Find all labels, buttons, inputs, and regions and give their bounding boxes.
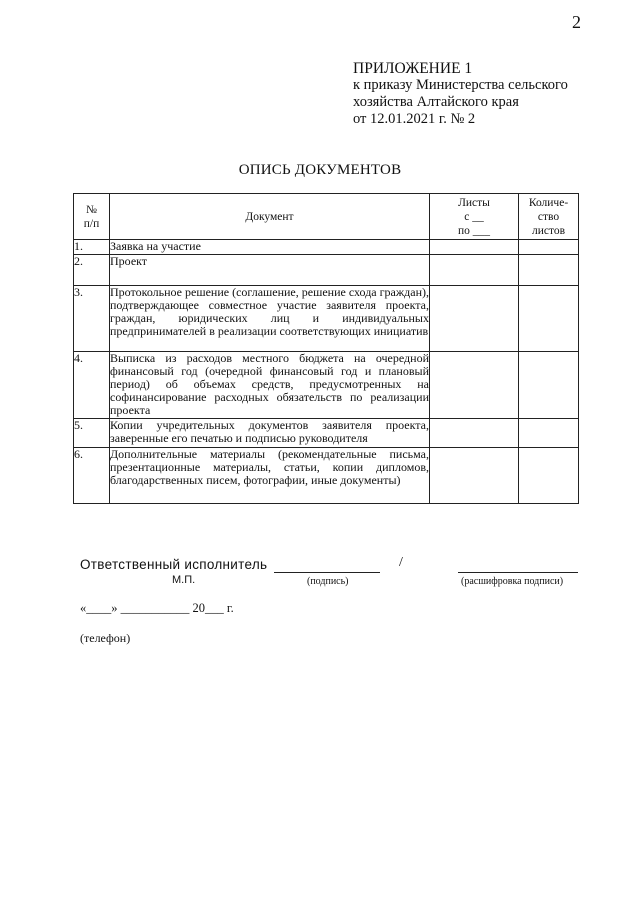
- row-number: 4.: [74, 352, 110, 419]
- decode-line: [458, 572, 578, 573]
- row-number: 6.: [74, 448, 110, 504]
- row-count: [519, 419, 579, 448]
- header-sheets: [430, 194, 519, 240]
- header-sheets-line: Листы: [458, 196, 490, 209]
- annex-line: к приказу Министерства сельского: [353, 77, 568, 93]
- header-sheets-line: по ___: [457, 224, 491, 237]
- row-count: [519, 448, 579, 504]
- page-number: 2: [572, 12, 581, 32]
- responsible-executor-label: Ответственный исполнитель: [80, 557, 268, 572]
- table-row: [74, 448, 579, 504]
- header-number-line: п/п: [83, 217, 100, 230]
- signature-slash: /: [399, 555, 403, 570]
- table-row: [74, 419, 579, 448]
- row-number: 1.: [74, 240, 110, 255]
- row-sheets: [430, 419, 519, 448]
- seal-place-label: М.П.: [172, 574, 196, 586]
- row-sheets: [430, 352, 519, 419]
- documents-table: [73, 193, 579, 504]
- annex-line: хозяйства Алтайского края: [353, 94, 519, 110]
- row-count: [519, 352, 579, 419]
- row-document: Протокольное решение (соглашение, решение схода граждан), подтверждающее совместное участие заявителя проекта, граждан, юридических лиц и индивидуальных предпринимателей в реализации соответствующих инициатив: [110, 286, 430, 352]
- row-count: [519, 240, 579, 255]
- row-number: 5.: [74, 419, 110, 448]
- annex-title: ПРИЛОЖЕНИЕ 1: [353, 60, 473, 77]
- row-document: Проект: [110, 255, 430, 286]
- header-count-line: Количе-: [528, 196, 569, 209]
- header-sheets-line: с __: [464, 210, 484, 223]
- decode-caption: (расшифровка подписи): [461, 576, 564, 587]
- document-title: ОПИСЬ ДОКУМЕНТОВ: [238, 162, 402, 178]
- table-header-row: [74, 194, 579, 240]
- header-number-line: №: [86, 203, 97, 216]
- row-sheets: [430, 255, 519, 286]
- annex-block: [353, 60, 568, 128]
- annex-date-line: от 12.01.2021 г. № 2: [353, 111, 476, 127]
- header-document: Документ: [110, 194, 430, 240]
- row-document: Выписка из расходов местного бюджета на очередной финансовый год (очередной финансовый год и плановый период) об объемах средств, предусмотренных на софинансирование расходных обязательств по реализации проекта: [110, 351, 429, 417]
- row-number: 3.: [74, 286, 110, 352]
- row-document: Дополнительные материалы (рекомендательные письма, презентационные материалы, статьи, копии дипломов, благодарственных писем, фотографии, иные документы): [110, 448, 430, 504]
- row-document: Заявка на участие: [110, 240, 430, 255]
- header-count-line: ство: [537, 210, 560, 223]
- header-number: [74, 194, 110, 240]
- phone-label: (телефон): [80, 631, 131, 645]
- header-count-line: листов: [531, 224, 566, 237]
- row-document: Копии учредительных документов заявителя проекта, заверенные его печатью и подписью руководителя: [110, 419, 430, 448]
- table-row: [74, 255, 579, 286]
- signature-caption: (подпись): [307, 576, 349, 587]
- row-number: 2.: [74, 255, 110, 286]
- table-row: [74, 286, 579, 352]
- signature-line: [274, 572, 380, 573]
- row-count: [519, 255, 579, 286]
- header-count: [519, 194, 579, 240]
- row-count: [519, 286, 579, 352]
- row-sheets: [430, 448, 519, 504]
- table-row: [74, 240, 579, 255]
- date-line: «____» ___________ 20___ г.: [80, 601, 234, 615]
- row-sheets: [430, 286, 519, 352]
- table-row: [74, 352, 579, 419]
- row-sheets: [430, 240, 519, 255]
